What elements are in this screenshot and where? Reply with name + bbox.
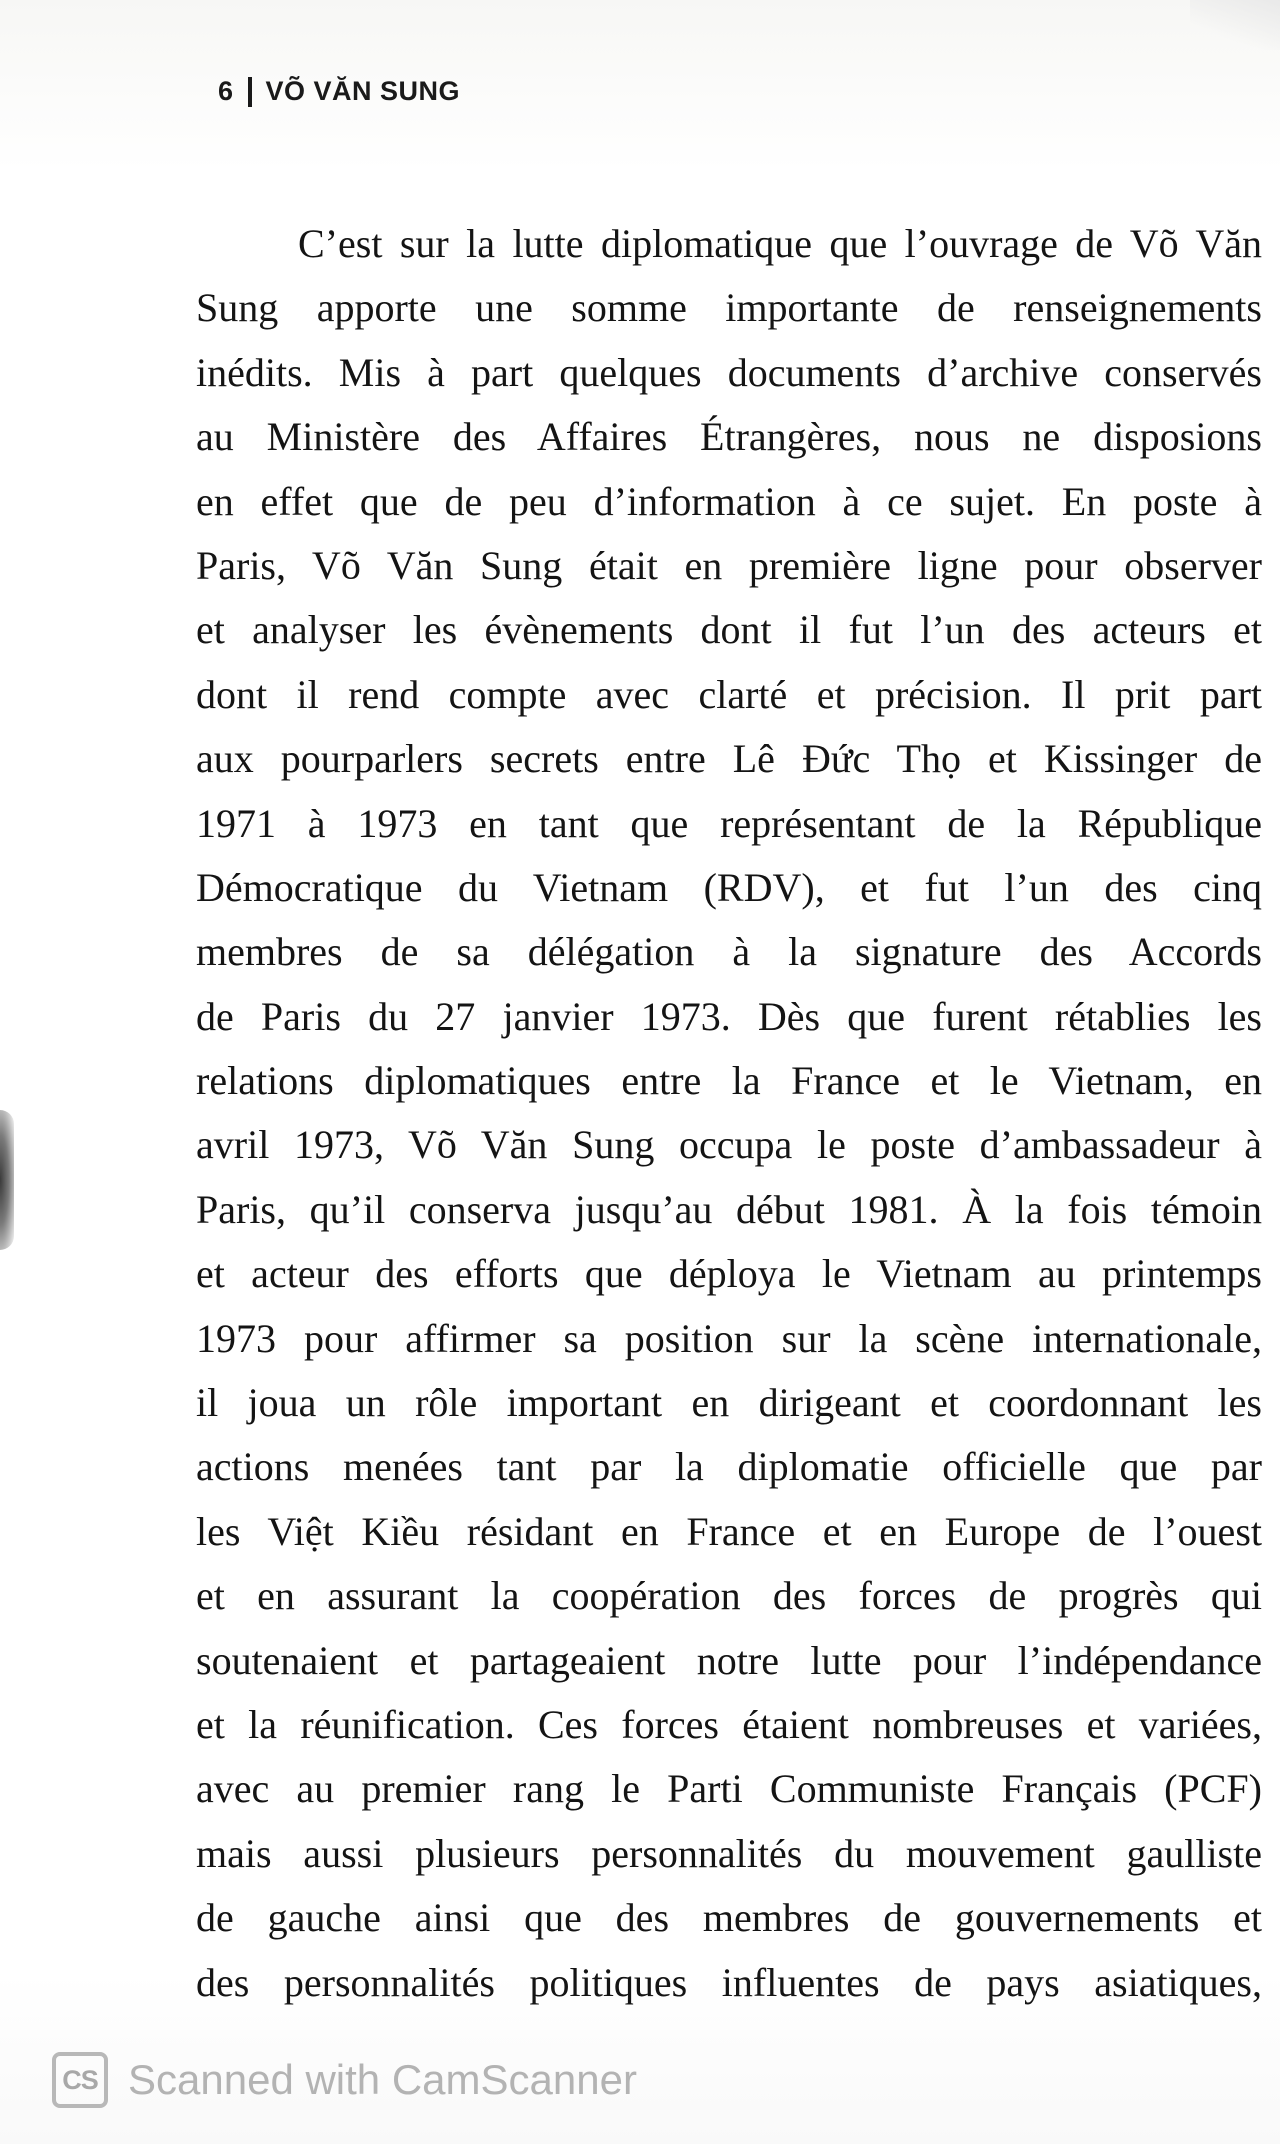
text-line: il joua un rôle important en dirigeant et coordonnant les	[196, 1380, 1262, 1426]
text-line: les Việt Kiều résidant en France et en Europe de l’ouest	[196, 1508, 1262, 1554]
text-line: des personnalités politiques influentes de pays asiatiques,	[196, 1959, 1262, 2005]
text-line: avril 1973, Võ Văn Sung occupa le poste d’ambassadeur à	[196, 1122, 1262, 1168]
text-line: et analyser les évènements dont il fut l’un des acteurs et	[196, 607, 1262, 653]
header-separator	[248, 77, 252, 107]
camscanner-logo-icon: CS	[52, 2052, 108, 2108]
text-line: 1971 à 1973 en tant que représentant de la République	[196, 800, 1262, 846]
text-line: aux pourparlers secrets entre Lê Đức Thọ et Kissinger de	[196, 736, 1262, 782]
author-name: VÕ VĂN SUNG	[265, 76, 461, 106]
page-edge-shadow	[0, 1110, 14, 1250]
text-line: 1973 pour affirmer sa position sur la scène internationale,	[196, 1315, 1262, 1361]
text-line: actions menées tant par la diplomatie officielle que par	[196, 1444, 1262, 1490]
page-corner-curl	[1190, 0, 1280, 50]
page-number: 6	[218, 76, 234, 106]
body-paragraph	[196, 212, 1262, 2015]
text-line: au Ministère des Affaires Étrangères, nous ne disposions	[196, 414, 1262, 460]
text-line: en effet que de peu d’information à ce sujet. En poste à	[196, 478, 1262, 524]
text-line: Démocratique du Vietnam (RDV), et fut l’un des cinq	[196, 864, 1262, 910]
text-line: dont il rend compte avec clarté et précision. Il prit part	[196, 671, 1262, 717]
text-line: avec au premier rang le Parti Communiste Français (PCF)	[196, 1766, 1262, 1812]
watermark-text: Scanned with CamScanner	[128, 2056, 637, 2103]
text-line: de gauche ainsi que des membres de gouvernements et	[196, 1895, 1262, 1941]
running-head	[218, 76, 460, 107]
text-line: Paris, qu’il conserva jusqu’au début 1981. À la fois témoin	[196, 1186, 1262, 1232]
text-line: Sung apporte une somme importante de renseignements	[196, 285, 1262, 331]
text-line: mais aussi plusieurs personnalités du mouvement gaulliste	[196, 1830, 1262, 1876]
text-line: C’est sur la lutte diplomatique que l’ouvrage de Võ Văn	[298, 221, 1262, 266]
text-line: et la réunification. Ces forces étaient nombreuses et variées,	[196, 1701, 1262, 1747]
camscanner-watermark	[52, 2052, 637, 2108]
text-line: et en assurant la coopération des forces de progrès qui	[196, 1573, 1262, 1619]
text-line: relations diplomatiques entre la France et le Vietnam, en	[196, 1058, 1262, 1104]
text-line: de Paris du 27 janvier 1973. Dès que furent rétablies les	[196, 993, 1262, 1039]
text-line: inédits. Mis à part quelques documents d’archive conservés	[196, 349, 1262, 395]
text-line: Paris, Võ Văn Sung était en première ligne pour observer	[196, 542, 1262, 588]
text-line: et acteur des efforts que déploya le Vietnam au printemps	[196, 1251, 1262, 1297]
text-line: membres de sa délégation à la signature des Accords	[196, 929, 1262, 975]
text-line: soutenaient et partageaient notre lutte pour l’indépendance	[196, 1637, 1262, 1683]
